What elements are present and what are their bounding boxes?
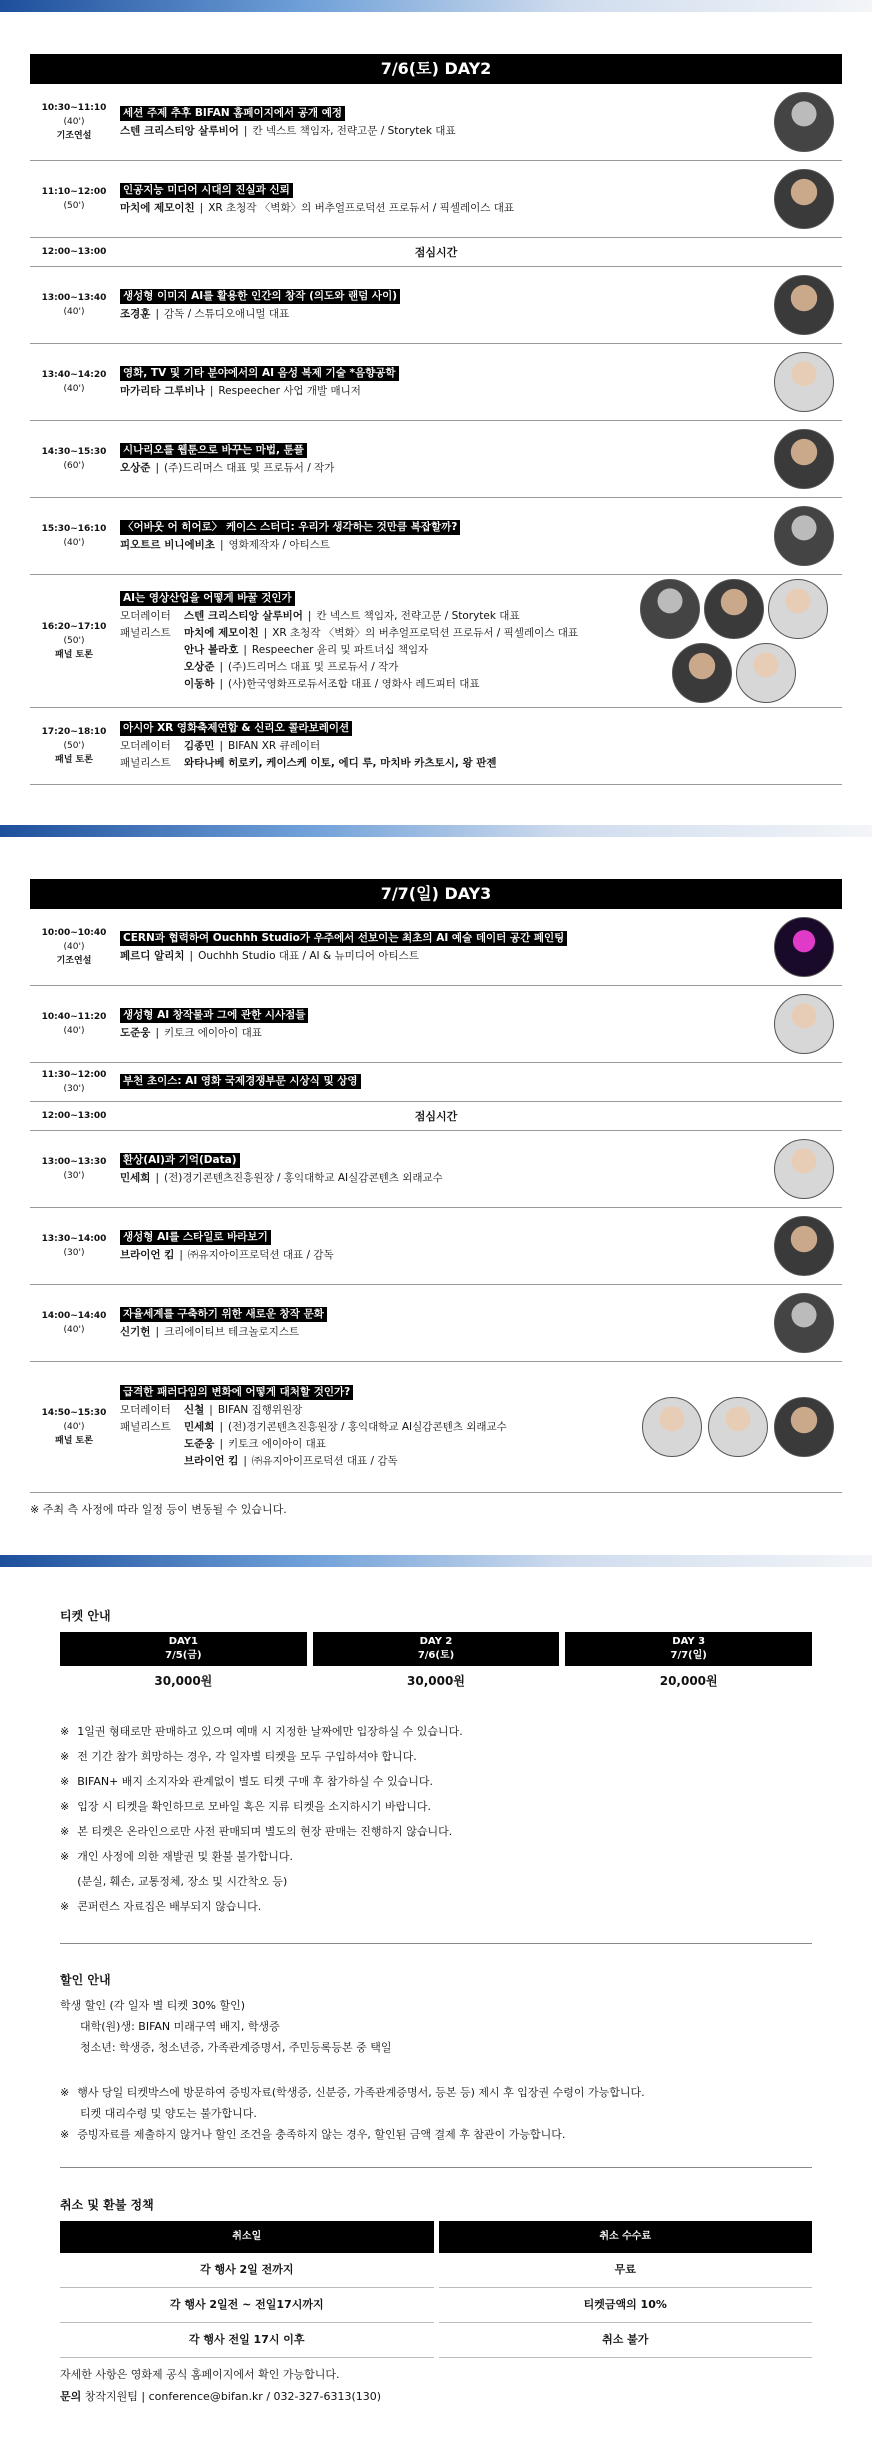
speaker-name: 도준웅	[120, 1026, 151, 1039]
session-time: 13:40~14:20	[41, 370, 107, 380]
speaker-photos	[774, 348, 842, 416]
speaker-name: 페르디 알리치	[120, 949, 185, 962]
refund-footer	[60, 2364, 812, 2408]
session-row	[30, 161, 842, 238]
session-type: 패널 토론	[55, 755, 93, 765]
ticket-date: 7/6(토)	[417, 1650, 455, 1661]
session-title: 생성형 AI 창작물과 그에 관한 시사점들	[120, 1008, 308, 1023]
speaker-photo	[774, 1216, 834, 1276]
speaker-photo	[774, 994, 834, 1054]
speaker-photo	[640, 579, 700, 639]
refund-cell: 각 행사 2일 전까지	[60, 2253, 434, 2288]
speaker-line: 도준웅 | 키토크 에이아이 대표	[120, 1026, 262, 1039]
speaker-photos	[774, 990, 842, 1058]
session-title: 시나리오를 웹툰으로 바꾸는 마법, 툰플	[120, 443, 307, 458]
session-row	[30, 1063, 842, 1102]
speaker-line: 도준웅 | 키토크 에이아이 대표	[184, 1438, 326, 1450]
section-stripe	[0, 1555, 872, 1567]
session-row	[30, 708, 842, 785]
speaker-line: 모더레이터 김종민 | BIFAN XR 큐레이터	[120, 738, 842, 755]
speaker-name: 마치에 제모이친	[184, 626, 259, 639]
speaker-name: 김종민	[184, 740, 215, 752]
speaker-role: 모더레이터	[120, 1404, 171, 1416]
session-duration: (40')	[63, 117, 85, 127]
session-row	[30, 986, 842, 1063]
speaker-description: Ouchhh Studio 대표 / AI & 뉴미디어 아티스트	[198, 949, 419, 962]
session-title: 부천 초이스: AI 영화 국제경쟁부문 시상식 및 상영	[120, 1074, 361, 1089]
speaker-line: 피오트르 비니에비초 | 영화제작자 / 아티스트	[120, 538, 330, 551]
refund-cell: 무료	[439, 2253, 813, 2288]
speaker-line: 마가리타 그루비나 | Respeecher 사업 개발 매니저	[120, 384, 361, 397]
session-row	[30, 1285, 842, 1362]
speaker-line: 모더레이터 스텐 크리스티앙 살루비어 | 칸 넥스트 책임자, 전략고문 / Storytek 대표	[120, 608, 634, 625]
session-row	[30, 909, 842, 986]
speaker-photo	[774, 92, 834, 152]
day-header: 7/6(토) DAY2	[30, 54, 842, 84]
speaker-line: 스텐 크리스티앙 살루비어 | 칸 넥스트 책임자, 전략고문 / Storytek 대표	[120, 124, 456, 137]
session-title: 생성형 AI를 스타일로 바라보기	[120, 1230, 271, 1245]
speaker-name: 마치에 제모이친	[120, 201, 195, 214]
speaker-photo	[736, 643, 796, 703]
speaker-photo	[704, 579, 764, 639]
speaker-name: 와타나베 히로키, 케이스케 이토, 에디 루, 마치바 카츠토시, 왕 판젠	[184, 757, 497, 769]
speaker-photos	[774, 1212, 842, 1280]
session-duration: (40')	[63, 538, 85, 548]
refund-title: 취소 및 환불 정책	[60, 2198, 154, 2212]
session-time: 14:50~15:30	[41, 1408, 107, 1418]
discount-title: 할인 안내	[60, 1973, 111, 1987]
speaker-description: ㈜유지아이프로덕션 대표 / 감독	[251, 1455, 398, 1467]
refund-more: 자세한 사항은 영화제 공식 홈페이지에서 확인 가능합니다.	[60, 2368, 340, 2381]
session-duration: (60')	[63, 461, 85, 471]
session-time: 15:30~16:10	[41, 524, 107, 534]
session-time-block	[30, 1067, 118, 1097]
speaker-photo	[768, 579, 828, 639]
session-duration: (50')	[63, 201, 85, 211]
contact-label: 문의	[60, 2390, 82, 2403]
speaker-description: ㈜유지아이프로덕션 대표 / 감독	[187, 1248, 334, 1261]
speaker-line: 안나 볼라호 | Respeecher 윤리 및 파트너십 책임자	[184, 643, 429, 656]
session-content	[118, 1366, 642, 1488]
session-type: 기조연설	[56, 131, 92, 141]
discount-line: 학생 할인 (각 일자 별 티켓 30% 할인)	[60, 1999, 246, 2012]
session-duration: (40')	[63, 942, 85, 952]
session-time-block	[30, 1289, 118, 1357]
speaker-line: 오상준 | (주)드리머스 대표 및 프로듀서 / 작가	[120, 461, 335, 474]
session-type: 기조연설	[56, 956, 92, 966]
speaker-name: 조경훈	[120, 307, 151, 320]
session-duration: (30')	[63, 1171, 85, 1181]
session-title: CERN과 협력하여 Ouchhh Studio가 우주에서 선보이는 최초의 AI 예술 데이터 공간 페인팅	[120, 931, 567, 946]
speaker-line: 신기헌 | 크리에이티브 테크놀로지스트	[120, 1325, 300, 1338]
session-time: 16:20~17:10	[41, 622, 107, 632]
speaker-name: 오상준	[184, 660, 215, 673]
speaker-line: 페르디 알리치 | Ouchhh Studio 대표 / AI & 뉴미디어 아티스트	[120, 949, 419, 962]
session-time: 14:30~15:30	[41, 447, 107, 457]
session-time-block	[30, 348, 118, 416]
ticket-note: ※ 1일권 형태로만 판매하고 있으며 예매 시 지정한 날짜에만 입장하실 수 있습니다.	[60, 1725, 463, 1738]
session-title: 아시아 XR 영화축제연합 & 신리오 콜라보레이션	[120, 721, 352, 736]
session-row	[30, 84, 842, 161]
speaker-description: (전)경기콘텐츠진흥원장 / 홍익대학교 AI실감콘텐츠 외래교수	[163, 1171, 443, 1184]
speaker-photos	[774, 425, 842, 493]
speaker-line: 브라이언 킴 | ㈜유지아이프로덕션 대표 / 감독	[184, 1455, 398, 1467]
speaker-description: (주)드리머스 대표 및 프로듀서 / 작가	[227, 660, 399, 673]
session-content	[118, 425, 774, 493]
refund-cell: 취소 불가	[439, 2323, 813, 2358]
speaker-description: BIFAN XR 큐레이터	[227, 740, 321, 752]
speaker-role: 모더레이터	[120, 740, 171, 752]
session-title: 급격한 패러다임의 변화에 어떻게 대처할 것인가?	[120, 1385, 353, 1400]
speaker-photo	[774, 1293, 834, 1353]
ticket-note: ※ 입장 시 티켓을 확인하므로 모바일 혹은 지류 티켓을 소지하시기 바랍니다.	[60, 1800, 431, 1813]
lunch-label: 점심시간	[414, 246, 458, 259]
contact-info[interactable]: 창작지원팀 | conference@bifan.kr / 032-327-6313(130)	[84, 2390, 382, 2403]
speaker-name: 브라이언 킴	[184, 1455, 239, 1467]
session-time-block	[30, 990, 118, 1058]
session-time-block	[30, 88, 118, 156]
session-time: 13:00~13:40	[41, 293, 107, 303]
session-duration: (40')	[63, 1422, 85, 1432]
session-time: 12:00~13:00	[41, 247, 107, 257]
discount-line: 대학(원)생: BIFAN 미래구역 배지, 학생증	[80, 2020, 280, 2033]
speaker-photo	[672, 643, 732, 703]
session-content	[118, 165, 774, 233]
speaker-name: 도준웅	[184, 1438, 215, 1450]
session-content	[118, 348, 774, 416]
speaker-name: 스텐 크리스티앙 살루비어	[184, 609, 303, 622]
session-time-block	[30, 1366, 118, 1488]
ticket-grid	[60, 1632, 812, 1689]
ticket-day: DAY 2	[419, 1636, 453, 1647]
session-content	[118, 990, 774, 1058]
session-time: 10:40~11:20	[41, 1012, 107, 1022]
speaker-description: XR 초청작 〈벽화〉의 버추얼프로덕션 프로듀서 / 픽셀레이스 대표	[208, 201, 515, 214]
speaker-photos	[642, 1366, 842, 1488]
ticket-day: DAY 3	[672, 1636, 706, 1647]
ticket-note: ※ 개인 사정에 의한 재발권 및 환불 불가합니다.	[60, 1850, 293, 1863]
speaker-photo	[642, 1397, 702, 1457]
speaker-name: 민세희	[184, 1421, 215, 1433]
session-content	[118, 579, 634, 703]
session-row	[30, 1131, 842, 1208]
speaker-line: 조경훈 | 감독 / 스튜디오애니멀 대표	[120, 307, 290, 320]
ticket-note: (분실, 훼손, 교통정체, 장소 및 시간착오 등)	[77, 1875, 288, 1888]
refund-cell: 각 행사 전일 17시 이후	[60, 2323, 434, 2358]
speaker-name: 마가리타 그루비나	[120, 384, 205, 397]
session-title: 환상(AI)과 기억(Data)	[120, 1153, 240, 1168]
session-time: 14:00~14:40	[41, 1311, 107, 1321]
refund-section	[60, 2196, 812, 2408]
speaker-line: 이동하 | (사)한국영화프로듀서조합 대표 / 영화사 레드피터 대표	[184, 677, 480, 690]
speaker-photo	[774, 917, 834, 977]
session-content	[118, 502, 774, 570]
discount-note: 티켓 대리수령 및 양도는 불가합니다.	[80, 2107, 257, 2120]
speaker-description: 영화제작자 / 아티스트	[228, 538, 330, 551]
ticket-notes	[60, 1719, 812, 1919]
ticket-note: ※ BIFAN+ 배지 소지자와 관계없이 별도 티켓 구매 후 참가하실 수 있습니다.	[60, 1775, 434, 1788]
session-type: 패널 토론	[55, 650, 93, 660]
speaker-line: 패널리스트 민세희 | (전)경기콘텐츠진흥원장 / 홍익대학교 AI실감콘텐츠 외래교수	[120, 1419, 642, 1436]
session-time: 17:20~18:10	[41, 727, 107, 737]
speaker-line	[120, 755, 842, 772]
speaker-role: 패널리스트	[120, 626, 171, 639]
speaker-photo	[774, 169, 834, 229]
session-title: 〈어바웃 어 히어로〉 케이스 스터디: 우리가 생각하는 것만큼 복잡할까?	[120, 520, 460, 535]
speaker-description: (주)드리머스 대표 및 프로듀서 / 작가	[163, 461, 335, 474]
ticket-price: 20,000원	[659, 1674, 718, 1688]
session-content	[118, 1135, 774, 1203]
speaker-line: 오상준 | (주)드리머스 대표 및 프로듀서 / 작가	[184, 660, 399, 673]
session-time: 11:30~12:00	[41, 1070, 107, 1080]
speaker-name: 신기헌	[120, 1325, 151, 1338]
speaker-description: 크리에이티브 테크놀로지스트	[163, 1325, 300, 1338]
speaker-photo	[774, 429, 834, 489]
speaker-photos	[774, 913, 842, 981]
speaker-photos	[774, 88, 842, 156]
session-content	[118, 1212, 774, 1280]
refund-cell: 각 행사 2일전 ~ 전일17시까지	[60, 2288, 434, 2323]
session-duration: (50')	[63, 741, 85, 751]
session-title: AI는 영상산업을 어떻게 바꿀 것인가	[120, 591, 295, 606]
divider	[60, 1943, 812, 1944]
session-row	[30, 267, 842, 344]
session-row	[30, 1208, 842, 1285]
session-content	[118, 913, 774, 981]
speaker-photo	[774, 352, 834, 412]
speaker-name: 피오트르 비니에비초	[120, 538, 215, 551]
divider	[60, 2167, 812, 2168]
speaker-description: BIFAN 집행위원장	[217, 1404, 303, 1416]
speaker-photo	[774, 1397, 834, 1457]
speaker-line: 모더레이터 신철 | BIFAN 집행위원장	[120, 1402, 642, 1419]
speaker-name: 신철	[184, 1404, 205, 1416]
discount-note: ※ 증빙자료를 제출하지 않거나 할인 조건을 충족하지 않는 경우, 할인된 금액 결제 후 참관이 가능합니다.	[60, 2128, 566, 2141]
speaker-line: 마치에 제모이친 | XR 초청작 〈벽화〉의 버추얼프로덕션 프로듀서 / 픽셀레이스 대표	[120, 201, 515, 214]
session-time-block	[30, 425, 118, 493]
speaker-name: 이동하	[184, 677, 215, 690]
lunch-row	[30, 238, 842, 267]
speaker-description: 키토크 에이아이 대표	[163, 1026, 262, 1039]
speaker-photos	[774, 271, 842, 339]
session-duration: (50')	[63, 636, 85, 646]
session-content	[118, 1067, 842, 1097]
session-content	[118, 712, 842, 780]
discount-note: ※ 행사 당일 티켓박스에 방문하여 증빙자료(학생증, 신분증, 가족관계증명서, 등본 등) 제시 후 입장권 수령이 가능합니다.	[60, 2086, 645, 2099]
speaker-name: 스텐 크리스티앙 살루비어	[120, 124, 239, 137]
session-time-block	[30, 271, 118, 339]
session-time-block	[30, 1135, 118, 1203]
session-title: 자율세계를 구축하기 위한 새로운 창작 문화	[120, 1307, 327, 1322]
speaker-photos	[774, 502, 842, 570]
speaker-photos	[774, 1289, 842, 1357]
speaker-description: 칸 넥스트 책임자, 전략고문 / Storytek 대표	[316, 609, 520, 622]
refund-cell: 티켓금액의 10%	[439, 2288, 813, 2323]
speaker-name: 오상준	[120, 461, 151, 474]
session-duration: (40')	[63, 1325, 85, 1335]
ticket-col	[313, 1632, 560, 1689]
speaker-role: 패널리스트	[120, 757, 171, 769]
speaker-role: 패널리스트	[120, 1421, 171, 1433]
ticket-date: 7/5(금)	[165, 1650, 202, 1661]
ticket-note: ※ 전 기간 참가 희망하는 경우, 각 일자별 티켓을 모두 구입하셔야 합니다.	[60, 1750, 417, 1763]
session-type: 패널 토론	[55, 1436, 93, 1446]
session-time-block	[30, 502, 118, 570]
speaker-description: 키토크 에이아이 대표	[227, 1438, 326, 1450]
ticket-note: ※ 콘퍼런스 자료집은 배부되지 않습니다.	[60, 1900, 262, 1913]
session-duration: (30')	[63, 1248, 85, 1258]
session-title: 인공지능 미디어 시대의 진실과 신뢰	[120, 183, 293, 198]
ticket-note: ※ 본 티켓은 온라인으로만 사전 판매되며 별도의 현장 판매는 진행하지 않습니다.	[60, 1825, 453, 1838]
discount-section	[60, 1970, 812, 2145]
session-time-block	[30, 165, 118, 233]
refund-table	[60, 2221, 812, 2358]
session-title: 생성형 이미지 AI를 활용한 인간의 창작 (의도와 랜덤 사이)	[120, 289, 400, 304]
session-title: 세션 주제 추후 BIFAN 홈페이지에서 공개 예정	[120, 106, 345, 121]
speaker-photos	[774, 165, 842, 233]
session-row	[30, 498, 842, 575]
speaker-name: 안나 볼라호	[184, 643, 239, 656]
speaker-photo	[774, 506, 834, 566]
session-content	[118, 88, 774, 156]
day-header: 7/7(일) DAY3	[30, 879, 842, 909]
section-stripe	[0, 825, 872, 837]
session-time: 12:00~13:00	[41, 1111, 107, 1121]
session-time: 11:10~12:00	[41, 187, 107, 197]
speaker-line: 민세희 | (전)경기콘텐츠진흥원장 / 홍익대학교 AI실감콘텐츠 외래교수	[120, 1171, 443, 1184]
session-duration: (30')	[63, 1084, 85, 1094]
refund-header: 취소일	[60, 2221, 434, 2253]
speaker-description: Respeecher 윤리 및 파트너십 책임자	[251, 643, 429, 656]
speaker-description: XR 초청작 〈벽화〉의 버추얼프로덕션 프로듀서 / 픽셀레이스 대표	[272, 626, 579, 639]
speaker-description: (전)경기콘텐츠진흥원장 / 홍익대학교 AI실감콘텐츠 외래교수	[227, 1421, 507, 1433]
lunch-label: 점심시간	[414, 1110, 458, 1123]
speaker-photo	[774, 275, 834, 335]
speaker-name: 브라이언 킴	[120, 1248, 175, 1261]
session-time: 13:30~14:00	[41, 1234, 107, 1244]
session-time: 10:00~10:40	[41, 928, 107, 938]
lunch-row	[30, 1102, 842, 1131]
speaker-photos	[774, 1135, 842, 1203]
speaker-photo	[774, 1139, 834, 1199]
session-row	[30, 575, 842, 708]
discount-line: 청소년: 학생증, 청소년증, 가족관계증명서, 주민등록등본 중 택일	[80, 2041, 392, 2054]
refund-header: 취소 수수료	[439, 2221, 813, 2253]
session-duration: (40')	[63, 307, 85, 317]
session-time-block	[30, 1212, 118, 1280]
session-content	[118, 271, 774, 339]
session-time-block	[30, 913, 118, 981]
ticket-section	[60, 1607, 812, 1919]
session-row	[30, 421, 842, 498]
contact-line	[60, 2386, 812, 2408]
session-row	[30, 344, 842, 421]
speaker-description: Respeecher 사업 개발 매니저	[218, 384, 361, 397]
day2-schedule	[30, 54, 842, 785]
ticket-price: 30,000원	[154, 1674, 213, 1688]
speaker-name: 민세희	[120, 1171, 151, 1184]
speaker-line: 패널리스트 마치에 제모이친 | XR 초청작 〈벽화〉의 버추얼프로덕션 프로듀서 / 픽셀레이스 대표	[120, 625, 634, 642]
session-title: 영화, TV 및 기타 분야에서의 AI 음성 복제 기술 *음향공학	[120, 366, 399, 381]
speaker-description: (사)한국영화프로듀서조합 대표 / 영화사 레드피터 대표	[227, 677, 480, 690]
speaker-photo	[708, 1397, 768, 1457]
day3-schedule	[30, 879, 842, 1493]
session-row	[30, 1362, 842, 1493]
session-duration: (40')	[63, 1026, 85, 1036]
session-content	[118, 1289, 774, 1357]
ticket-day: DAY1	[168, 1636, 198, 1647]
speaker-description: 칸 넥스트 책임자, 전략고문 / Storytek 대표	[252, 124, 456, 137]
top-stripe	[0, 0, 872, 12]
ticket-price: 30,000원	[407, 1674, 465, 1688]
session-duration: (40')	[63, 384, 85, 394]
speaker-role: 모더레이터	[120, 609, 171, 622]
session-time-block	[30, 579, 118, 703]
speaker-line: 브라이언 킴 | ㈜유지아이프로덕션 대표 / 감독	[120, 1248, 334, 1261]
speaker-photos	[634, 579, 842, 703]
ticket-title: 티켓 안내	[60, 1609, 111, 1623]
ticket-date: 7/7(일)	[670, 1650, 707, 1661]
session-time-block	[30, 712, 118, 780]
speaker-description: 감독 / 스튜디오애니멀 대표	[163, 307, 290, 320]
ticket-col	[60, 1632, 307, 1689]
session-time: 10:30~11:10	[41, 103, 107, 113]
session-time: 13:00~13:30	[41, 1157, 107, 1167]
ticket-col	[565, 1632, 812, 1689]
schedule-notice: ※ 주최 측 사정에 따라 일정 등이 변동될 수 있습니다.	[30, 1503, 287, 1516]
